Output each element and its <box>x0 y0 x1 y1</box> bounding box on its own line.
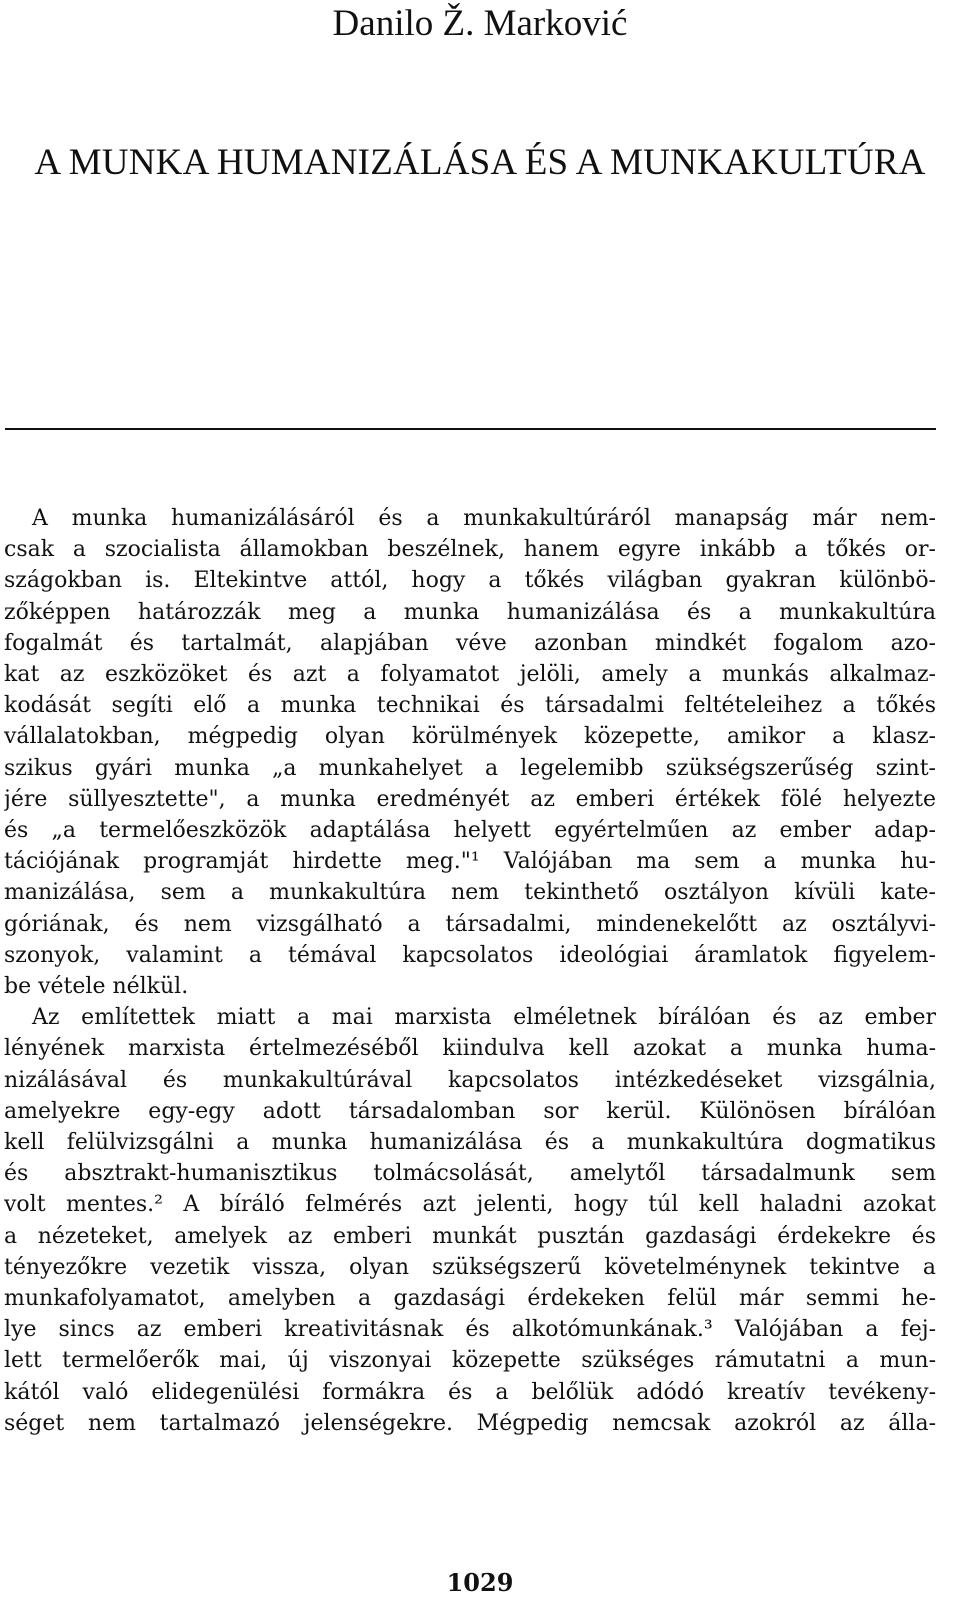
body-line: szonyok, valamint a témával kapcsolatos ideológiai áramlatok figyelem- <box>4 942 936 968</box>
body-line: volt mentes.² A bíráló felmérés azt jelenti, hogy túl kell haladni azokat <box>4 1192 936 1218</box>
article-title: A MUNKA HUMANIZÁLÁSA ÉS A MUNKAKULTÚRA <box>34 142 926 183</box>
body-line: vállalatokban, mégpedig olyan körülmények közepette, amikor a klasz- <box>4 724 936 750</box>
body-line: szikus gyári munka „a munkahelyet a legelemibb szükségszerűség szint- <box>4 755 936 781</box>
body-line: kától való elidegenülési formákra és a belőlük adódó kreatív tevékeny- <box>4 1379 936 1405</box>
body-line: tációjának programját hirdette meg."¹ Valójában ma sem a munka hu- <box>4 849 936 875</box>
body-line: szágokban is. Eltekintve attól, hogy a tőkés világban gyakran különbö- <box>4 568 936 594</box>
body-line: munkafolyamatot, amelyben a gazdasági érdekeken felül már semmi he- <box>4 1286 936 1312</box>
body-line: a nézeteket, amelyek az emberi munkát pusztán gazdasági érdekekre és <box>4 1223 936 1249</box>
body-line: góriának, és nem vizsgálható a társadalmi, mindenekelőtt az osztályvi- <box>4 911 936 937</box>
body-line: és absztrakt-humanisztikus tolmácsolását, amelytől társadalmunk sem <box>4 1161 936 1187</box>
body-line: csak a szocialista államokban beszélnek, hanem egyre inkább a tőkés or- <box>4 537 936 563</box>
body-line: manizálása, sem a munkakultúra nem tekinthető osztályon kívüli kate- <box>4 880 936 906</box>
body-line: kat az eszközöket és azt a folyamatot jelöli, amely a munkás alkalmaz- <box>4 662 936 688</box>
body-line: lényének marxista értelmezéséből kiindulva kell azokat a munka huma- <box>4 1036 936 1062</box>
body-line: séget nem tartalmazó jelenségekre. Mégpedig nemcsak azokról az álla- <box>4 1410 936 1436</box>
body-line: fogalmát és tartalmát, alapjában véve azonban mindkét fogalom azo- <box>4 630 936 656</box>
article-body <box>4 503 936 1439</box>
body-line: A munka humanizálásáról és a munkakultúráról manapság már nem- <box>32 506 936 531</box>
title-divider <box>5 428 936 430</box>
body-line: Az említettek miatt a mai marxista elméletnek bírálóan és az ember <box>32 1005 936 1031</box>
body-line: zőképpen határozzák meg a munka humanizálása és a munkakultúra <box>4 599 936 625</box>
body-line: nizálásával és munkakultúrával kapcsolatos intézkedéseket vizsgálnia, <box>4 1067 936 1093</box>
body-line: kodását segíti elő a munka technikai és társadalmi feltételeihez a tőkés <box>4 693 936 719</box>
body-line: amelyekre egy-egy adott társadalomban sor kerül. Különösen bírálóan <box>4 1098 936 1124</box>
body-line: jére süllyesztette", a munka eredményét az emberi értékek fölé helyezte <box>4 786 936 812</box>
body-line: lett termelőerők mai, új viszonyai közepette szükséges rámutatni a mun- <box>4 1348 936 1374</box>
body-line: lye sincs az emberi kreativitásnak és alkotómunkának.³ Valójában a fej- <box>4 1317 936 1343</box>
body-line: kell felülvizsgálni a munka humanizálása és a munkakultúra dogmatikus <box>4 1130 936 1156</box>
author-name: Danilo Ž. Marković <box>332 3 628 44</box>
body-line: be vétele nélkül. <box>4 974 189 1000</box>
body-line: és „a termelőeszközök adaptálása helyett egyértelműen az ember adap- <box>4 818 936 844</box>
body-line: tényezőkre vezetik vissza, olyan szükségszerű követelménynek tekintve a <box>4 1254 936 1280</box>
page-number: 1029 <box>446 1568 514 1597</box>
